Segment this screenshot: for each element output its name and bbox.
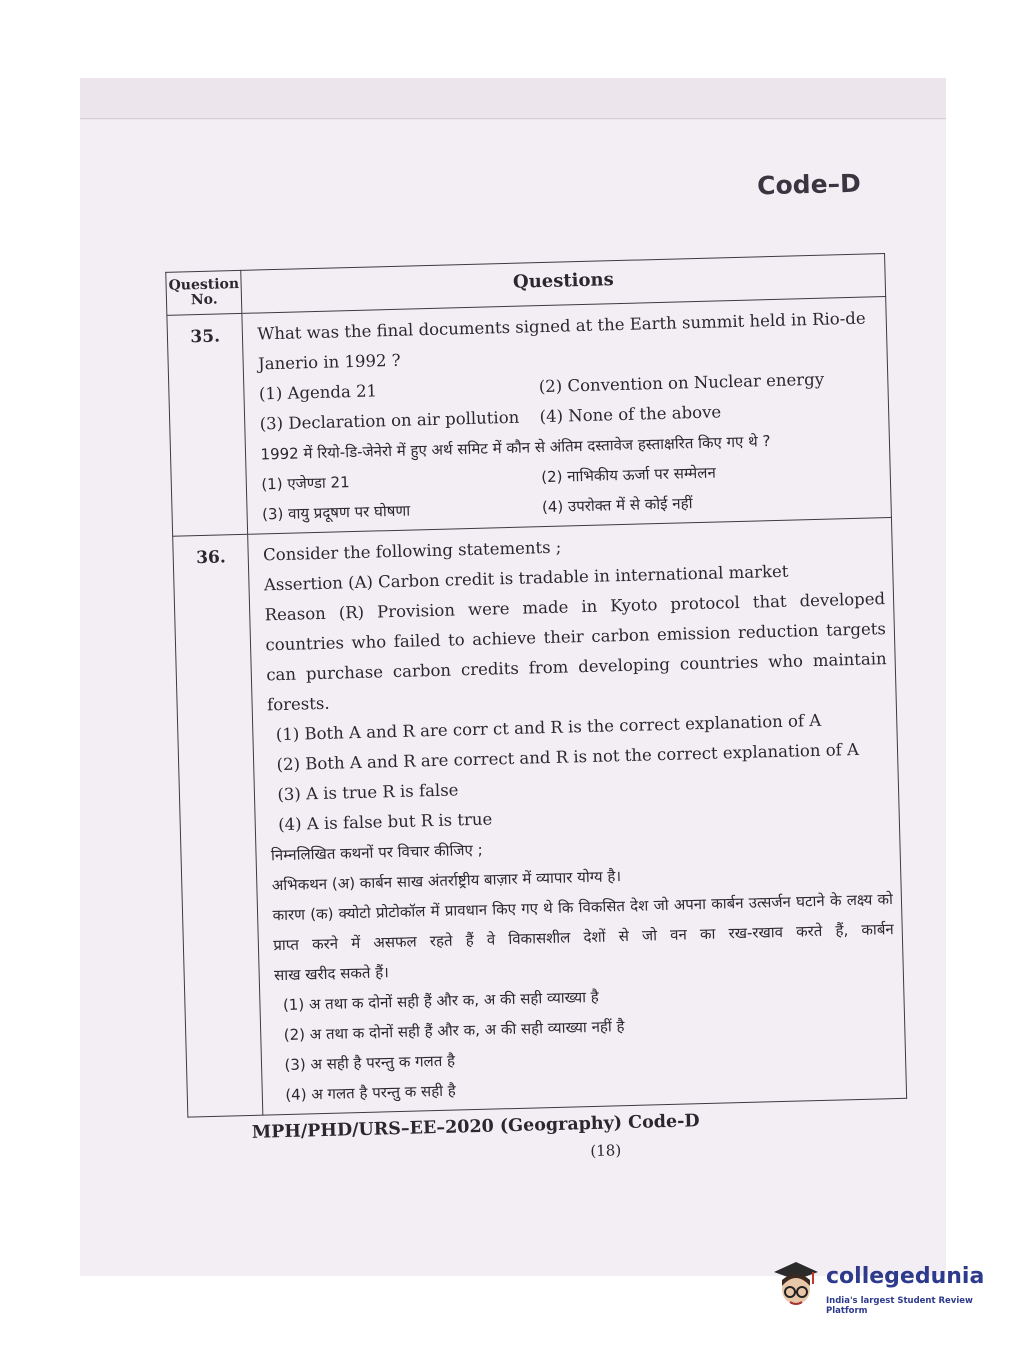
hindi-option: (2) अ तथा क दोनों सही हैं और क, अ की सही व्याख्या नहीं है (283, 1017, 625, 1045)
hindi-option: (1) अ तथा क दोनों सही हैं और क, अ की सही व्याख्या है (282, 987, 600, 1015)
collegedunia-watermark (768, 1258, 998, 1318)
option: (1) Agenda 21 (258, 381, 378, 404)
option: (2) Convention on Nuclear energy (538, 369, 825, 397)
column-header-questions: Questions (241, 254, 885, 314)
questions-table (165, 253, 907, 1118)
question-body (248, 517, 907, 1115)
hindi-option: (2) नाभिकीय ऊर्जा पर सम्मेलन (540, 463, 717, 487)
option: (4) A is false but R is true (277, 809, 493, 835)
scanned-page (80, 78, 946, 1276)
question-row-36 (173, 517, 907, 1117)
question-text-line: Consider the following statements ; (262, 537, 562, 565)
hindi-assertion-text: अभिकथन (अ) कार्बन साख अंतर्राष्ट्रीय बाज़ार में व्यापार योग्य है। (271, 867, 622, 895)
hindi-reason-text-end: साख खरीद सकते हैं। (273, 963, 390, 985)
question-number: 35. (167, 313, 248, 536)
question-text-line: What was the final documents signed at the Earth summit held in Rio-de (257, 308, 866, 344)
question-body (242, 297, 891, 535)
assertion-text: Assertion (A) Carbon credit is tradable in international market (263, 561, 789, 595)
question-text-line: Janerio in 1992 ? (257, 350, 401, 374)
brand-tagline: India's largest Student Review Platform (826, 1296, 973, 1316)
paper-code: Code–D (756, 168, 862, 201)
reason-text-end: forests. (266, 693, 330, 715)
hindi-question-text: 1992 में रियो-डि-जेनेरो में हुए अर्थ समिट में कौन से अंतिम दस्तावेज हस्ताक्षरित किए गए थे ? (260, 432, 771, 464)
question-row-35 (167, 297, 892, 537)
hindi-reason-text: कारण (क) क्योटो प्रोटोकॉल में प्रावधान किए गए थे कि विकसित देश जो अपना कार्बन उत्सर्जन घटाने के लक्ष्य को प्राप्त करने में असफल रहते हैं वे विकासशील देशों से जो वन का रख-रखाव करते हैं, कार्बन (272, 890, 894, 955)
page-content (80, 78, 946, 1276)
column-header-question-no: Question No. (166, 270, 243, 315)
page-number: (18) (590, 1141, 622, 1161)
hindi-option: (3) वायु प्रदूषण पर घोषणा (261, 501, 411, 524)
option: (4) None of the above (539, 402, 722, 427)
hindi-question-text: निम्नलिखित कथनों पर विचार कीजिए ; (270, 840, 483, 865)
hindi-option: (3) अ सही है परन्तु क गलत है (284, 1051, 456, 1075)
mascot-icon (768, 1258, 822, 1318)
reason-text: Reason (R) Provision were made in Kyoto protocol that developed countries who failed to achieve their carbon emission reduction targets can purchase carbon credits from developing countries who maintain (264, 589, 887, 685)
question-number: 36. (173, 534, 264, 1117)
footer-paper-title: MPH/PHD/URS–EE–2020 (Geography) Code-D (251, 1111, 700, 1143)
hindi-option: (4) उपरोक्त में से कोई नहीं (541, 494, 693, 517)
option: (2) Both A and R are correct and R is not the correct explanation of A (276, 739, 860, 775)
hindi-option: (1) एजेण्डा 21 (261, 473, 350, 494)
brand-name: collegedunia (826, 1264, 985, 1289)
option: (3) Declaration on air pollution (259, 407, 520, 434)
option: (3) A is true R is false (277, 780, 459, 805)
option: (1) Both A and R are corr ct and R is the correct explanation of A (275, 710, 822, 745)
hindi-option: (4) अ गलत है परन्तु क सही है (285, 1081, 457, 1105)
